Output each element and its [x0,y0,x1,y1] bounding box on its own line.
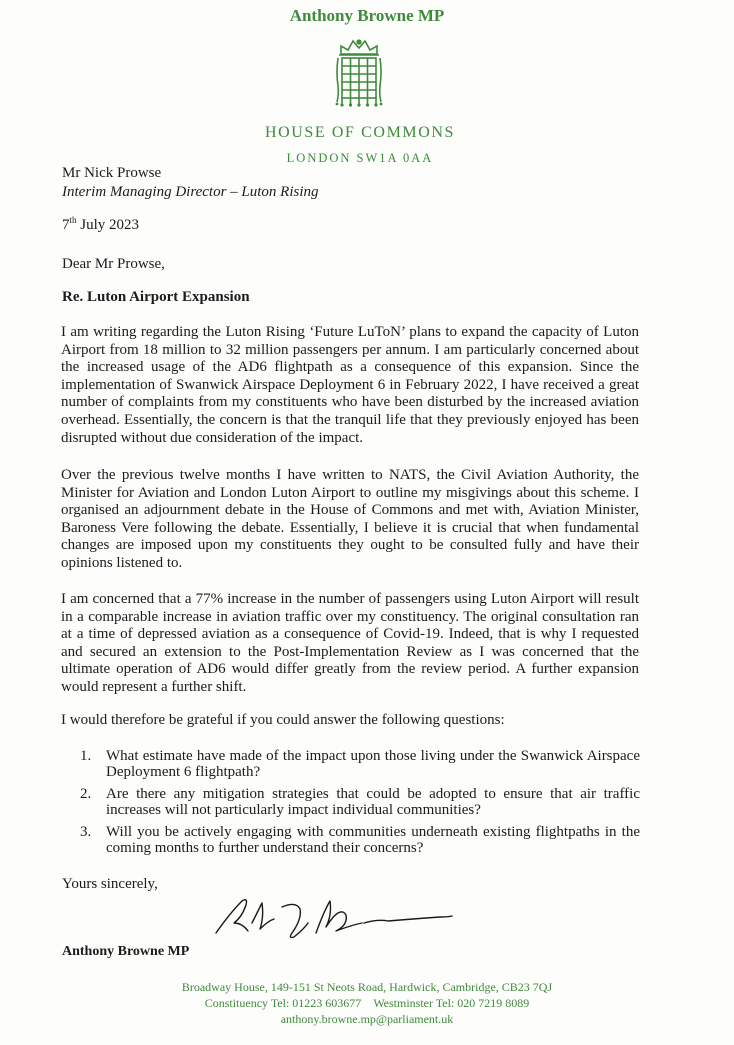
question-item [80,786,640,818]
footer-phones [0,995,734,1011]
handwritten-signature [212,893,457,941]
footer-westminster-tel: Westminster Tel: 020 7219 8089 [373,996,530,1010]
letterhead-mp-name: Anthony Browne MP [289,6,445,25]
footer-email: anthony.browne.mp@parliament.uk [280,1012,454,1026]
body-paragraph: I am concerned that a 77% increase in the number of passengers using Luton Airport will result in a comparable increase in aviation traffic over my constituency. The original consultation ran at a time of depressed aviation as a consequence of Covid-19. Indeed, that is why I requested and secured an extension to the Post-Implementation Review as I was concerned that the ultimate operation of AD6 would differ greatly from the review period. A further expansion would represent a further shift. [61,591,639,695]
letterhead-address: LONDON SW1A 0AA [286,151,434,165]
letter-date [62,215,139,234]
recipient-block [62,164,319,202]
salutation: Dear Mr Prowse, [62,256,165,272]
question-text: Will you be actively engaging with communities underneath existing flightpaths in the coming months to further understand their concerns? [106,824,640,856]
footer-constituency-tel: Constituency Tel: 01223 603677 [204,996,362,1010]
question-number: 3. [80,824,92,840]
date-day: 7 [62,217,70,233]
portcullis-icon [333,38,385,110]
question-item [80,748,640,780]
footer-address: Broadway House, 149-151 St Neots Road, Hardwick, Cambridge, CB23 7QJ [181,980,553,994]
signer-name: Anthony Browne MP [62,944,190,959]
recipient-name: Mr Nick Prowse [62,165,162,181]
question-text: Are there any mitigation strategies that could be adopted to ensure that air traffic increases will not particularly impact individual communities? [106,786,640,818]
question-number: 1. [80,748,92,764]
body-paragraph: I am writing regarding the Luton Rising ‘Future LuToN’ plans to expand the capacity of Luton Airport from 18 million to 32 million passengers per annum. I am particularly concerned about the increased usage of the AD6 flightpath as a consequence of this expansion. Since the implementation of Swanwick Airspace Deployment 6 in February 2022, I have received a great number of complaints from my constituents who have been disturbed by the increased aviation overhead. Essentially, the concern is that the tranquil life that they previously enjoyed has been disrupted without due consideration of the impact. [61,324,639,446]
subject-line: Re. Luton Airport Expansion [62,289,250,305]
body-paragraph: Over the previous twelve months I have written to NATS, the Civil Aviation Authority, the Minister for Aviation and London Luton Airport to outline my misgivings about this scheme. I organised an adjournment debate in the House of Commons and met with, Aviation Minister, Baroness Vere following the debate. Essentially, I believe it is crucial that when fundamental changes are imposed upon my constituents they ought to be consulted fully and have their opinions listened to. [61,467,639,571]
questions-list [80,748,640,862]
recipient-role: Interim Managing Director – Luton Rising [62,184,319,200]
letter-footer [0,979,734,1027]
date-rest: July 2023 [76,217,140,233]
date-suffix: th [69,215,77,225]
question-text: What estimate have made of the impact upon those living under the Swanwick Airspace Deployment 6 flightpath? [106,748,640,780]
closing: Yours sincerely, [62,876,158,892]
question-item [80,824,640,856]
letterhead-house: HOUSE OF COMMONS [264,124,456,141]
questions-intro: I would therefore be grateful if you could answer the following questions: [61,712,505,728]
question-number: 2. [80,786,92,802]
